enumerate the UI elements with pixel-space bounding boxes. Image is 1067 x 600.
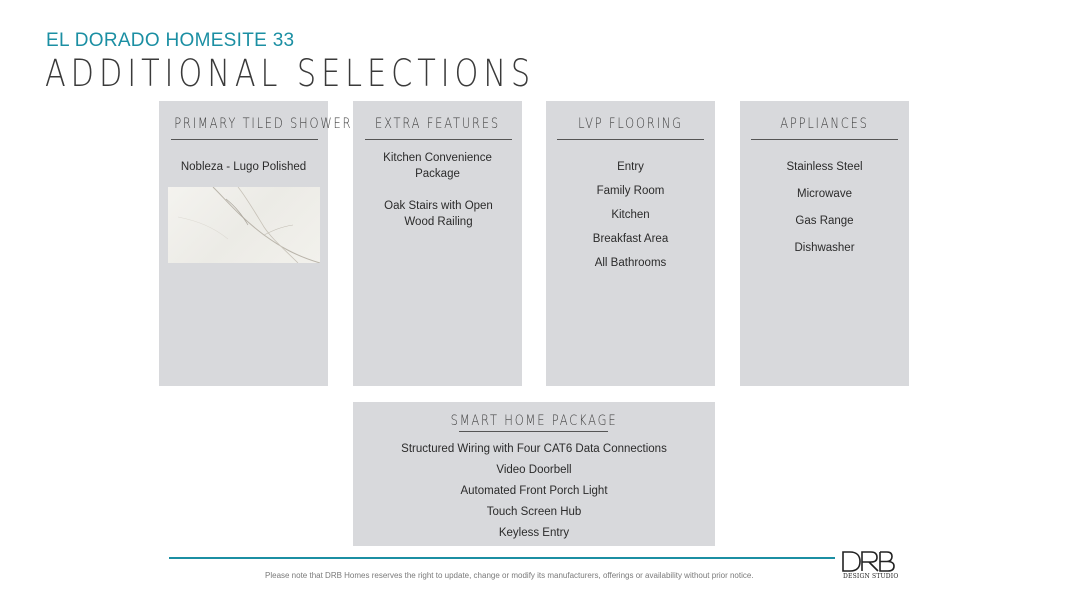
card-divider bbox=[459, 431, 608, 432]
card-divider bbox=[365, 139, 512, 140]
footer-disclaimer: Please note that DRB Homes reserves the right to update, change or modify its manufacturers, offerings or availability without prior notice. bbox=[265, 571, 754, 580]
card-divider bbox=[557, 139, 704, 140]
card-divider bbox=[171, 139, 318, 140]
list-item: Touch Screen Hub bbox=[486, 506, 582, 518]
list-item: Keyless Entry bbox=[498, 527, 570, 539]
list-item: Kitchen bbox=[611, 209, 650, 221]
list-item: Microwave bbox=[797, 188, 852, 200]
list-item: Dishwasher bbox=[794, 242, 855, 254]
card-title: SMART HOME PACKAGE bbox=[450, 413, 618, 429]
logo-subtext: DESIGN STUDIO bbox=[843, 573, 899, 580]
list-item: Structured Wiring with Four CAT6 Data Connections bbox=[401, 443, 667, 455]
marble-swatch-image bbox=[168, 187, 320, 263]
card-divider bbox=[751, 139, 898, 140]
card-extra-features bbox=[353, 101, 522, 386]
footer-divider bbox=[169, 557, 835, 559]
list-item: Stainless Steel bbox=[786, 161, 863, 173]
list-item: Entry bbox=[617, 161, 644, 173]
list-item: Family Room bbox=[596, 185, 665, 197]
list-item: All Bathrooms bbox=[594, 257, 667, 269]
card-smart-home-package bbox=[353, 402, 715, 546]
card-title: APPLIANCES bbox=[780, 116, 869, 132]
list-item: Gas Range bbox=[795, 215, 854, 227]
list-item: Automated Front Porch Light bbox=[460, 485, 608, 497]
list-item: Video Doorbell bbox=[496, 464, 572, 476]
list-item: Kitchen Convenience Package bbox=[383, 152, 492, 180]
card-appliances bbox=[740, 101, 909, 386]
subtitle: EL DORADO HOMESITE 33 bbox=[46, 30, 295, 51]
list-item: Breakfast Area bbox=[592, 233, 669, 245]
list-item: Nobleza - Lugo Polished bbox=[180, 161, 307, 173]
card-title: EXTRA FEATURES bbox=[375, 116, 500, 132]
list-item: Oak Stairs with Open Wood Railing bbox=[384, 200, 493, 228]
card-lvp-flooring bbox=[546, 101, 715, 386]
page-title: ADDITIONAL SELECTIONS bbox=[45, 52, 536, 95]
card-primary-tiled-shower bbox=[159, 101, 353, 386]
card-title: LVP FLOORING bbox=[578, 116, 683, 132]
card-title: PRIMARY TILED SHOWER bbox=[174, 116, 353, 132]
